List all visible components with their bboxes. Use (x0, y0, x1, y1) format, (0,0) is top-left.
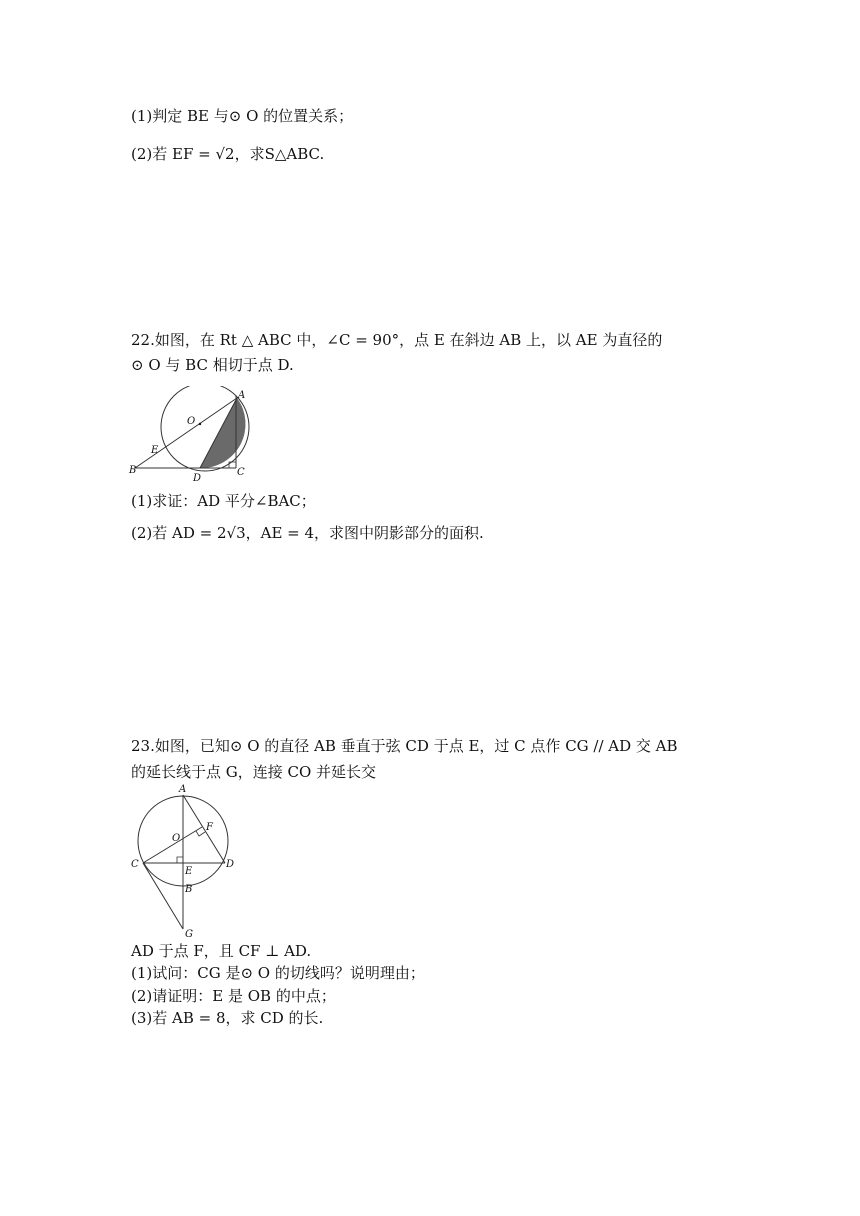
q23-label-A: A (179, 784, 187, 795)
q23-line-AD (183, 795, 225, 863)
q22-label-O: O (187, 416, 196, 427)
q23-right-angle-F (196, 831, 205, 836)
q22-stem-line2: ⊙ O 与 BC 相切于点 D. (131, 356, 294, 374)
q23-label-E: E (185, 866, 193, 877)
q23-stem-line1: 23.如图，已知⊙ O 的直径 AB 垂直于弦 CD 于点 E，过 C 点作 CG // AD 交 AB (131, 737, 678, 755)
q22-label-C: C (237, 467, 245, 478)
q23-label-G: G (185, 929, 193, 940)
q23-stem-line2: 的延长线于点 G，连接 CO 并延长交 (131, 763, 377, 781)
q22-label-B: B (129, 465, 137, 476)
q23-label-F: F (206, 822, 213, 833)
q23-part3: (3)若 AB = 8，求 CD 的长. (131, 1009, 324, 1027)
q23-part2: (2)请证明：E 是 OB 的中点； (131, 987, 336, 1005)
q22-label-E: E (151, 445, 159, 456)
q23-figure (128, 781, 243, 941)
q22-shaded-region (200, 398, 246, 468)
q22-figure (125, 386, 255, 486)
q23-label-C: C (131, 859, 139, 870)
q22-part2: (2)若 AD = 2√3，AE = 4，求图中阴影部分的面积. (131, 524, 484, 542)
q22-label-D: D (193, 473, 202, 484)
q23-label-D: D (226, 859, 235, 870)
q22-label-A: A (238, 390, 246, 401)
q23-part1: (1)试问：CG 是⊙ O 的切线吗？说明理由； (131, 964, 425, 982)
q21-part2: (2)若 EF = √2，求S△ABC. (131, 145, 325, 163)
q23-stem-line3: AD 于点 F，且 CF ⊥ AD. (131, 942, 312, 960)
q22-stem-line1: 22.如图，在 Rt △ ABC 中，∠C = 90°，点 E 在斜边 AB 上，以 AE 为直径的 (131, 331, 663, 349)
q21-part1: (1)判定 BE 与⊙ O 的位置关系； (131, 107, 354, 125)
q23-label-O: O (172, 833, 181, 844)
q23-line-CG (143, 863, 183, 929)
q22-part1: (1)求证：AD 平分∠BAC； (131, 492, 316, 510)
q22-center-dot (199, 423, 201, 425)
q23-label-B: B (185, 884, 193, 895)
q23-right-angle-E (177, 857, 183, 863)
